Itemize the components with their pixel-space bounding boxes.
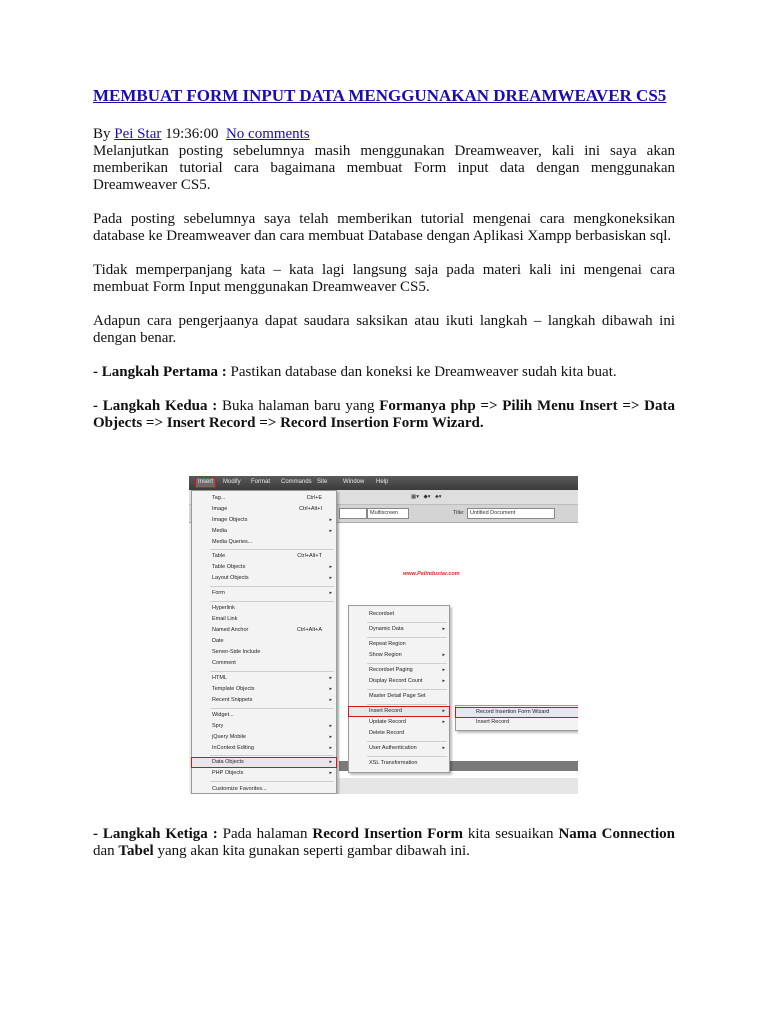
insert-menu-item[interactable] — [192, 527, 336, 536]
data-objects-menu-item-label: Recordset Paging — [369, 667, 413, 673]
submenu-arrow-icon: ▸ — [442, 708, 445, 714]
insert-menu-item[interactable] — [192, 648, 336, 657]
insert-menu-item-label: jQuery Mobile — [212, 734, 246, 740]
menubar-site[interactable]: Site — [317, 479, 328, 485]
insert-menu-item-label: Layout Objects — [212, 575, 249, 581]
insert-menu-item-label: Date — [212, 638, 224, 644]
data-objects-menu-item[interactable] — [349, 744, 449, 753]
data-objects-menu-item-label: Recordset — [369, 611, 395, 617]
data-objects-menu-item-label: Update Record — [369, 719, 406, 725]
insert-record-menu-item-label: Insert Record — [476, 719, 510, 725]
menubar-commands[interactable]: Commands — [281, 479, 312, 485]
insert-menu-item-label: Server-Side Include — [212, 649, 261, 655]
step-3-text-3: dan — [93, 843, 119, 859]
submenu-arrow-icon: ▸ — [442, 652, 445, 658]
paragraph-previous: Pada posting sebelumnya saya telah memberikan tutorial mengenai cara mengkoneksikan database ke Dreamweaver dan cara membuat Database dengan Aplikasi Xampp berbasiskan sql. — [93, 211, 675, 244]
insert-record-menu — [455, 705, 578, 731]
step-3-bold-3: Tabel — [118, 843, 154, 859]
insert-menu-item[interactable] — [192, 505, 336, 514]
step-1 — [93, 364, 675, 381]
insert-menu-item[interactable] — [192, 589, 336, 598]
insert-menu-item[interactable] — [192, 696, 336, 705]
data-objects-menu-item[interactable] — [349, 625, 449, 634]
data-objects-menu-item-label: Delete Record — [369, 730, 405, 736]
insert-menu-item-label: Media Queries... — [212, 539, 253, 545]
insert-menu-item-label: Template Objects — [212, 686, 255, 692]
menubar — [189, 476, 578, 490]
menubar-insert[interactable]: Insert — [195, 477, 216, 488]
insert-menu-item-label: InContext Editing — [212, 745, 254, 751]
submenu-arrow-icon: ▸ — [329, 734, 332, 740]
insert-menu-item[interactable] — [192, 494, 336, 503]
submenu-arrow-icon: ▸ — [329, 517, 332, 523]
menu-separator — [367, 689, 447, 690]
menu-separator — [367, 704, 447, 705]
submenu-arrow-icon: ▸ — [329, 590, 332, 596]
menu-separator — [367, 637, 447, 638]
multiscreen-button[interactable]: Multiscreen — [367, 508, 409, 519]
insert-menu-item[interactable] — [192, 758, 336, 767]
step-1-label: - Langkah Pertama : — [93, 364, 227, 380]
step-3-bold-2: Nama Connection — [558, 826, 676, 842]
insert-menu-item-label: Table — [212, 553, 226, 559]
insert-menu-item-label: PHP Objects — [212, 770, 244, 776]
data-objects-menu-item[interactable] — [349, 707, 449, 716]
insert-menu-item-label: HTML — [212, 675, 227, 681]
insert-menu-item[interactable] — [192, 538, 336, 547]
data-objects-menu-item-label: Dynamic Data — [369, 626, 404, 632]
comments-link[interactable]: No comments — [225, 126, 310, 142]
submenu-arrow-icon: ▸ — [442, 745, 445, 751]
insert-record-menu-item[interactable] — [456, 708, 578, 717]
step-3 — [93, 826, 675, 860]
submenu-arrow-icon: ▸ — [329, 675, 332, 681]
insert-menu-item-label: Media — [212, 528, 227, 534]
data-objects-menu-item[interactable] — [349, 677, 449, 686]
insert-menu-item[interactable] — [192, 733, 336, 742]
step-3-label: - Langkah Ketiga : — [93, 826, 218, 842]
post-title[interactable]: MEMBUAT FORM INPUT DATA MENGGUNAKAN DREAMWEAVER CS5 — [93, 86, 667, 105]
submenu-arrow-icon: ▸ — [329, 697, 332, 703]
data-objects-menu-item[interactable] — [349, 729, 449, 738]
byline-by: By — [93, 126, 111, 142]
insert-menu-item[interactable] — [192, 659, 336, 668]
layout-icon: ▦▾ ◆▾ ♣▾ — [411, 494, 442, 500]
menu-separator — [210, 586, 334, 587]
submenu-arrow-icon: ▸ — [329, 686, 332, 692]
shortcut-label: Ctrl+Alt+T — [297, 553, 322, 559]
submenu-arrow-icon: ▸ — [329, 745, 332, 751]
insert-menu-item-label: Email Link — [212, 616, 238, 622]
insert-menu-item[interactable] — [192, 711, 336, 720]
paragraph-steps-intro: Adapun cara pengerjaanya dapat saudara saksikan atau ikuti langkah – langkah dibawah ini dengan benar. — [93, 313, 675, 346]
step-3-text-1: Pada halaman — [217, 826, 313, 842]
insert-menu-item-label: Recent Snippets — [212, 697, 253, 703]
byline — [93, 125, 675, 143]
step-3-bold-1: Record Insertion Form — [312, 826, 463, 842]
insert-menu-item[interactable] — [192, 685, 336, 694]
data-objects-menu-item[interactable] — [349, 666, 449, 675]
menu-separator — [210, 781, 334, 782]
menu-separator — [210, 601, 334, 602]
step-3-text-4: yang akan kita gunakan seperti gambar dibawah ini. — [153, 843, 470, 859]
insert-record-menu-item[interactable] — [456, 718, 578, 727]
data-objects-menu-item[interactable] — [349, 651, 449, 660]
menu-separator — [367, 741, 447, 742]
insert-menu — [191, 490, 337, 794]
data-objects-menu-item[interactable] — [349, 610, 449, 619]
submenu-arrow-icon: ▸ — [329, 528, 332, 534]
insert-record-menu-item-label: Record Insertion Form Wizard — [476, 709, 550, 715]
menu-separator — [367, 663, 447, 664]
data-objects-menu-item-label: Show Region — [369, 652, 402, 658]
data-objects-menu-item-label: User Authentication — [369, 745, 417, 751]
menubar-window[interactable]: Window — [343, 479, 365, 485]
title-label: Title: — [453, 510, 465, 516]
title-field[interactable]: Untitled Document — [467, 508, 555, 519]
data-objects-menu-item-label: XSL Transformation — [369, 760, 418, 766]
menu-separator — [210, 755, 334, 756]
insert-menu-item[interactable] — [192, 516, 336, 525]
dreamweaver-screenshot — [189, 476, 578, 794]
address-field[interactable] — [339, 508, 367, 519]
data-objects-menu-item-label: Display Record Count — [369, 678, 423, 684]
insert-menu-item-label: Image Objects — [212, 517, 248, 523]
data-objects-menu-item-label: Repeat Region — [369, 641, 406, 647]
post-time: 19:36:00 — [165, 126, 219, 142]
step-3-text-2: kita sesuaikan — [462, 826, 559, 842]
properties-band — [339, 778, 578, 794]
step-1-text: Pastikan database dan koneksi ke Dreamweaver sudah kita buat. — [226, 364, 617, 380]
menu-separator — [367, 622, 447, 623]
insert-menu-item[interactable] — [192, 552, 336, 561]
menu-separator — [210, 549, 334, 550]
step-2-label: - Langkah Kedua : — [93, 398, 218, 414]
submenu-arrow-icon: ▸ — [329, 564, 332, 570]
insert-menu-item-label: Spry — [212, 723, 224, 729]
insert-menu-item-label: Widget... — [212, 712, 234, 718]
step-2-text: Buka halaman baru yang — [217, 398, 380, 414]
step-2-path: Formanya php => Pilih Menu Insert => Data Objects => Insert Record => Record Insertion Form Wizard. — [93, 398, 675, 431]
insert-menu-item[interactable] — [192, 769, 336, 778]
insert-menu-item-label: Table Objects — [212, 564, 246, 570]
shortcut-label: Ctrl+E — [306, 495, 322, 501]
insert-menu-item[interactable] — [192, 626, 336, 635]
data-objects-menu-item[interactable] — [349, 692, 449, 701]
insert-menu-item[interactable] — [192, 574, 336, 583]
insert-menu-item-label: Tag... — [212, 495, 226, 501]
step-2 — [93, 398, 675, 432]
data-objects-menu-item-label: Master Detail Page Set — [369, 693, 426, 699]
submenu-arrow-icon: ▸ — [442, 667, 445, 673]
insert-menu-item-label: Hyperlink — [212, 605, 235, 611]
post-content — [93, 86, 675, 449]
submenu-arrow-icon: ▸ — [329, 759, 332, 765]
shortcut-label: Ctrl+Alt+A — [296, 627, 322, 633]
menu-separator — [210, 708, 334, 709]
insert-menu-item[interactable] — [192, 563, 336, 572]
insert-menu-item-label: Image — [212, 506, 228, 512]
insert-menu-item[interactable] — [192, 604, 336, 613]
menu-separator — [367, 756, 447, 757]
submenu-arrow-icon: ▸ — [442, 719, 445, 725]
paragraph-lead: Tidak memperpanjang kata – kata lagi langsung saja pada materi kali ini mengenai cara membuat Form Input menggunakan Dreamweaver CS5. — [93, 262, 675, 295]
insert-menu-item-label: Form — [212, 590, 225, 596]
data-objects-menu-item[interactable] — [349, 759, 449, 768]
insert-menu-item-label: Comment — [212, 660, 236, 666]
submenu-arrow-icon: ▸ — [329, 575, 332, 581]
insert-menu-item[interactable] — [192, 674, 336, 683]
menubar-help[interactable]: Help — [376, 479, 389, 485]
data-objects-menu-item-label: Insert Record — [369, 708, 403, 714]
insert-menu-item-label: Named Anchor — [212, 627, 249, 633]
insert-menu-item[interactable] — [192, 744, 336, 753]
submenu-arrow-icon: ▸ — [329, 723, 332, 729]
submenu-arrow-icon: ▸ — [442, 626, 445, 632]
insert-menu-item[interactable] — [192, 785, 336, 794]
data-objects-menu-item[interactable] — [349, 640, 449, 649]
paragraph-intro: Melanjutkan posting sebelumnya masih menggunakan Dreamweaver, kali ini saya akan memberikan tutorial cara bagaimana membuat Form input data dengan menggunakan Dreamweaver CS5. — [93, 143, 675, 193]
insert-menu-item[interactable] — [192, 615, 336, 624]
data-objects-menu-item[interactable] — [349, 718, 449, 727]
submenu-arrow-icon: ▸ — [442, 678, 445, 684]
insert-menu-item[interactable] — [192, 637, 336, 646]
menubar-modify[interactable]: Modify — [223, 479, 241, 485]
menubar-format[interactable]: Format — [251, 479, 271, 485]
author-link[interactable]: Pei Star — [114, 126, 162, 142]
shortcut-label: Ctrl+Alt+I — [299, 506, 322, 512]
watermark: www.Pelindustar.com — [403, 571, 460, 577]
submenu-arrow-icon: ▸ — [329, 770, 332, 776]
data-objects-menu — [348, 605, 450, 773]
post-content-continued — [93, 826, 675, 877]
menu-separator — [210, 671, 334, 672]
insert-menu-item[interactable] — [192, 722, 336, 731]
insert-menu-item-label: Customize Favorites... — [212, 786, 267, 792]
insert-menu-item-label: Data Objects — [212, 759, 244, 765]
